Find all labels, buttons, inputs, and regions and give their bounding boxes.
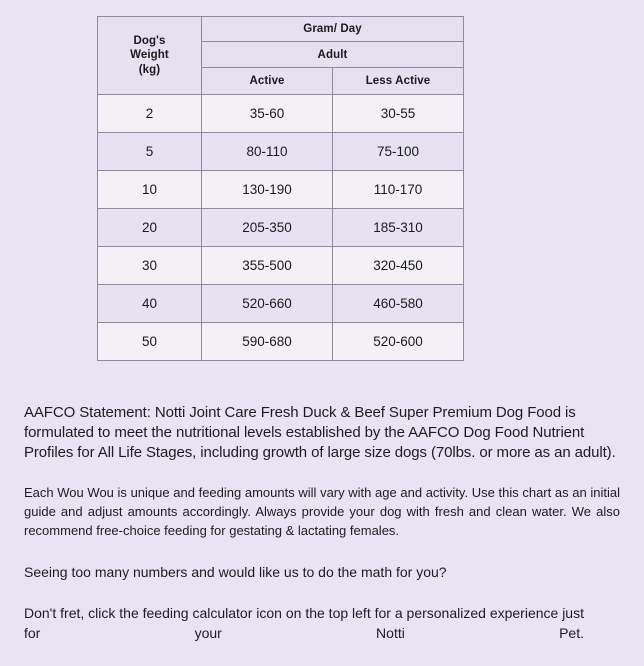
table-header xyxy=(98,17,464,95)
cell-weight: 20 xyxy=(98,209,202,247)
feeding-guidelines-copy xyxy=(24,403,620,664)
table-row xyxy=(98,209,464,247)
table-row xyxy=(98,247,464,285)
feeding-chart-table xyxy=(97,16,464,361)
table-row xyxy=(98,171,464,209)
cell-less-active: 30-55 xyxy=(333,95,464,133)
cell-active: 590-680 xyxy=(202,323,333,361)
cell-weight: 40 xyxy=(98,285,202,323)
weight-label-line-1: Dog's xyxy=(133,35,166,48)
cell-less-active: 110-170 xyxy=(333,171,464,209)
feeding-chart-table-wrapper xyxy=(97,16,464,361)
table-row xyxy=(98,95,464,133)
weight-label-line-2: Weight xyxy=(130,49,169,62)
column-header-adult: Adult xyxy=(202,42,464,68)
table-header-row-1 xyxy=(98,17,464,42)
cell-less-active: 320-450 xyxy=(333,247,464,285)
column-header-less-active: Less Active xyxy=(333,68,464,95)
column-header-dogs-weight xyxy=(98,17,202,95)
cell-active: 80-110 xyxy=(202,133,333,171)
cell-weight: 50 xyxy=(98,323,202,361)
column-header-active: Active xyxy=(202,68,333,95)
cell-active: 355-500 xyxy=(202,247,333,285)
calculator-question-paragraph: Seeing too many numbers and would like us to do the math for you? xyxy=(24,563,447,580)
cell-active: 205-350 xyxy=(202,209,333,247)
calculator-cta-paragraph: Don't fret, click the feeding calculator icon on the top left for a personalized experience just for your Notti Pet. xyxy=(24,605,584,642)
cell-weight: 30 xyxy=(98,247,202,285)
cell-less-active: 75-100 xyxy=(333,133,464,171)
cell-less-active: 520-600 xyxy=(333,323,464,361)
uniqueness-note-paragraph: Each Wou Wou is unique and feeding amounts will vary with age and activity. Use this chart as an initial guide and adjust amounts accordingly. Always provide your dog with fresh and clean water. We also recommend free-choice feeding for gestating & lactating females. xyxy=(24,484,620,539)
cell-weight: 5 xyxy=(98,133,202,171)
cell-less-active: 185-310 xyxy=(333,209,464,247)
column-header-gram-per-day: Gram/ Day xyxy=(202,17,464,42)
cell-active: 520-660 xyxy=(202,285,333,323)
cell-active: 130-190 xyxy=(202,171,333,209)
cell-active: 35-60 xyxy=(202,95,333,133)
table-row xyxy=(98,285,464,323)
table-body xyxy=(98,95,464,361)
weight-label-line-3: (kg) xyxy=(138,63,161,76)
cell-weight: 2 xyxy=(98,95,202,133)
table-row xyxy=(98,323,464,361)
table-row xyxy=(98,133,464,171)
cell-less-active: 460-580 xyxy=(333,285,464,323)
aafco-statement-paragraph: AAFCO Statement: Notti Joint Care Fresh Duck & Beef Super Premium Dog Food is formulated to meet the nutritional levels established by the AAFCO Dog Food Nutrient Profiles for All Life Stages, including growth of large size dogs (70lbs. or more as an adult). xyxy=(24,404,616,461)
cell-weight: 10 xyxy=(98,171,202,209)
